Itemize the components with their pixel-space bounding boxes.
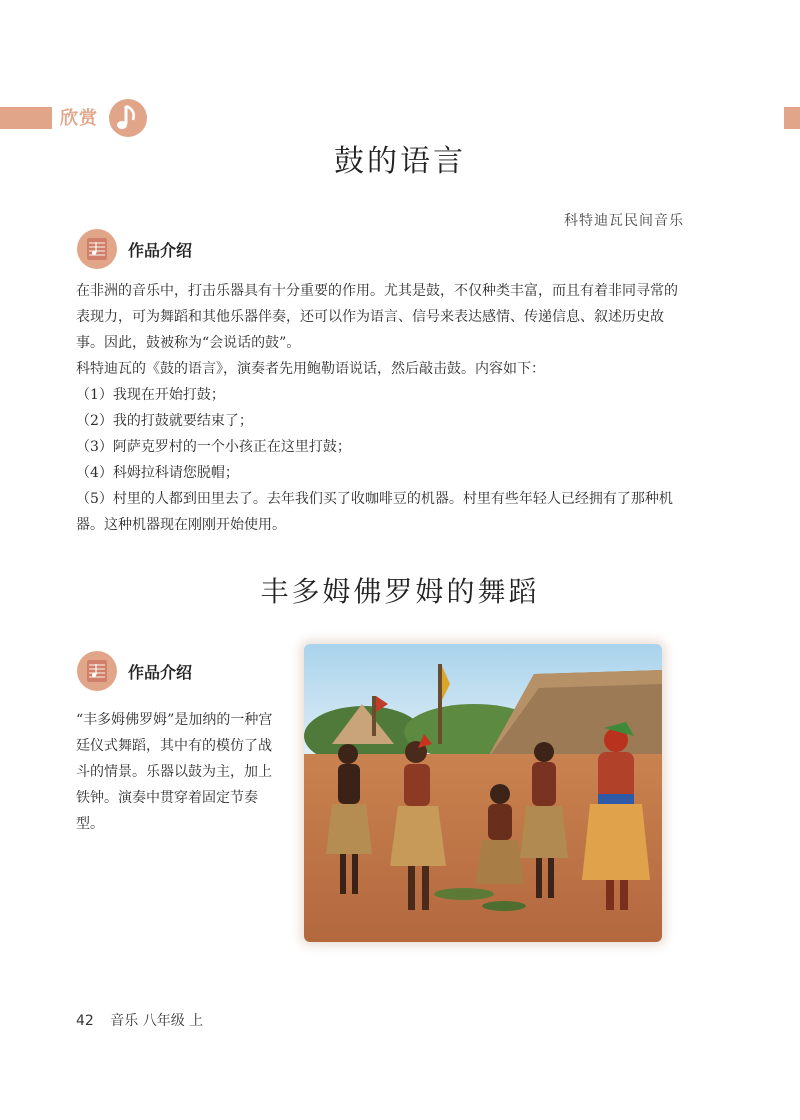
list-item: （3）阿萨克罗村的一个小孩正在这里打鼓； [76,439,351,455]
list-item: （4）科姆拉科请您脱帽； [76,465,239,481]
section-band-right [784,107,800,129]
section-band-left [0,107,52,129]
intro-heading-text: 作品介绍 [128,240,193,260]
paragraph: 科特迪瓦的《鼓的语言》，演奏者先用鲍勒语说话，然后敲击鼓。内容如下： [76,361,545,377]
music-score-icon [76,650,118,692]
piece1-body [76,278,688,538]
page-footer [76,1010,203,1030]
dancers-photo [304,644,662,942]
piece2-title: 丰多姆佛罗姆的舞蹈 [260,575,540,608]
piece2-intro-heading [76,650,192,692]
section-label: 欣赏 [60,108,98,129]
piece1-intro-heading [76,228,192,270]
piece2-body: “丰多姆佛罗姆”是加纳的一种宫廷仪式舞蹈，其中有的模仿了战斗的情景。乐器以鼓为主，加上铁钟。演奏中贯穿着固定节奏型。 [76,712,273,832]
piece1-source: 科特迪瓦民间音乐 [564,213,684,229]
list-item: （5）村里的人都到田里去了。去年我们买了收咖啡豆的机器。村里有些年轻人已经拥有了那种机器。这种机器现在刚刚开始使用。 [76,491,673,533]
book-title: 音乐 八年级 上 [110,1013,204,1029]
page-number: 42 [76,1013,94,1029]
list-item: （2）我的打鼓就要结束了； [76,413,253,429]
intro-heading-text: 作品介绍 [128,662,193,682]
music-note-icon [106,96,150,140]
list-item: （1）我现在开始打鼓； [76,387,225,403]
paragraph: 在非洲的音乐中，打击乐器具有十分重要的作用。尤其是鼓，不仅种类丰富，而且有着非同寻常的表现力，可为舞蹈和其他乐器伴奏，还可以作为语言、信号来表达感情、传递信息、叙述历史故事。因此，鼓被称为“会说话的鼓”。 [76,283,678,351]
music-score-icon [76,228,118,270]
piece1-title: 鼓的语言 [334,144,466,179]
